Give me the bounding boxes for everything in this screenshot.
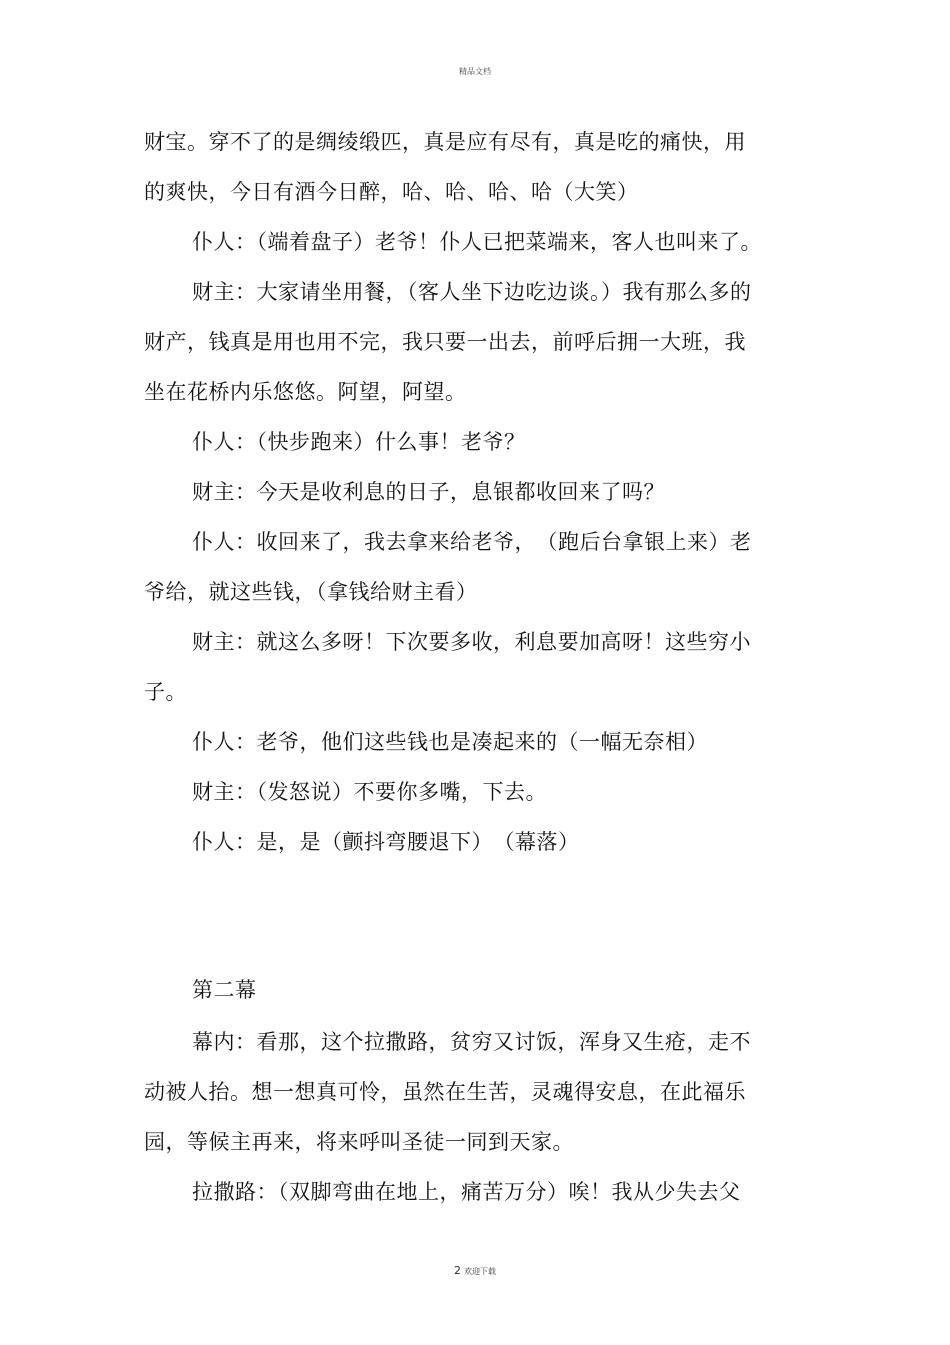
text-line: 子。 [144, 680, 187, 704]
text-line: 财宝。穿不了的是绸绫缎匹，真是应有尽有，真是吃的痛快，用 [144, 130, 746, 154]
page-header: 精品文档 [459, 67, 491, 76]
dialogue-line: 仆人：（端着盘子）老爷！仆人已把菜端来，客人也叫来了。 [192, 230, 762, 254]
text-line: 的爽快，今日有酒今日醉，哈、哈、哈、哈（大笑） [144, 180, 639, 204]
page-number: 2 [454, 1264, 461, 1277]
dialogue-line: 拉撒路：（双脚弯曲在地上，痛苦万分）唉！我从少失去父 [192, 1180, 741, 1204]
dialogue-line: 仆人：老爷，他们这些钱也是凑起来的（一幅无奈相） [192, 730, 708, 754]
dialogue-line: 仆人：（快步跑来）什么事！老爷？ [192, 430, 526, 454]
footer-text: 欢迎下载 [464, 1267, 496, 1276]
dialogue-line: 财主：就这么多呀！下次要多收，利息要加高呀！这些穷小 [192, 630, 751, 654]
dialogue-line: 财主：今天是收利息的日子，息银都收回来了吗？ [192, 480, 665, 504]
dialogue-line: 仆人：是，是（颤抖弯腰退下） （幕落） [192, 830, 580, 854]
act-heading: 第二幕 [192, 978, 257, 1002]
text-line: 园，等候主再来，将来呼叫圣徒一同到天家。 [144, 1130, 574, 1154]
text-line: 坐在花桥内乐悠悠。阿望，阿望。 [144, 380, 467, 404]
page-footer [0, 1259, 950, 1278]
text-line: 爷给，就这些钱，（拿钱给财主看） [144, 580, 478, 604]
dialogue-line: 财主：大家请坐用餐，（客人坐下边吃边谈。）我有那么多的 [192, 280, 752, 304]
text-line: 财产，钱真是用也用不完，我只要一出去，前呼后拥一大班，我 [144, 330, 746, 354]
dialogue-line: 仆人：收回来了，我去拿来给老爷， （跑后台拿银上来）老 [192, 530, 752, 554]
dialogue-line: 幕内：看那，这个拉撒路，贫穷又讨饭，浑身又生疮，走不 [192, 1030, 751, 1054]
dialogue-line: 财主：（发怒说）不要你多嘴，下去。 [192, 780, 547, 804]
text-line: 动被人抬。想一想真可怜，虽然在生苦，灵魂得安息，在此福乐 [144, 1080, 746, 1104]
